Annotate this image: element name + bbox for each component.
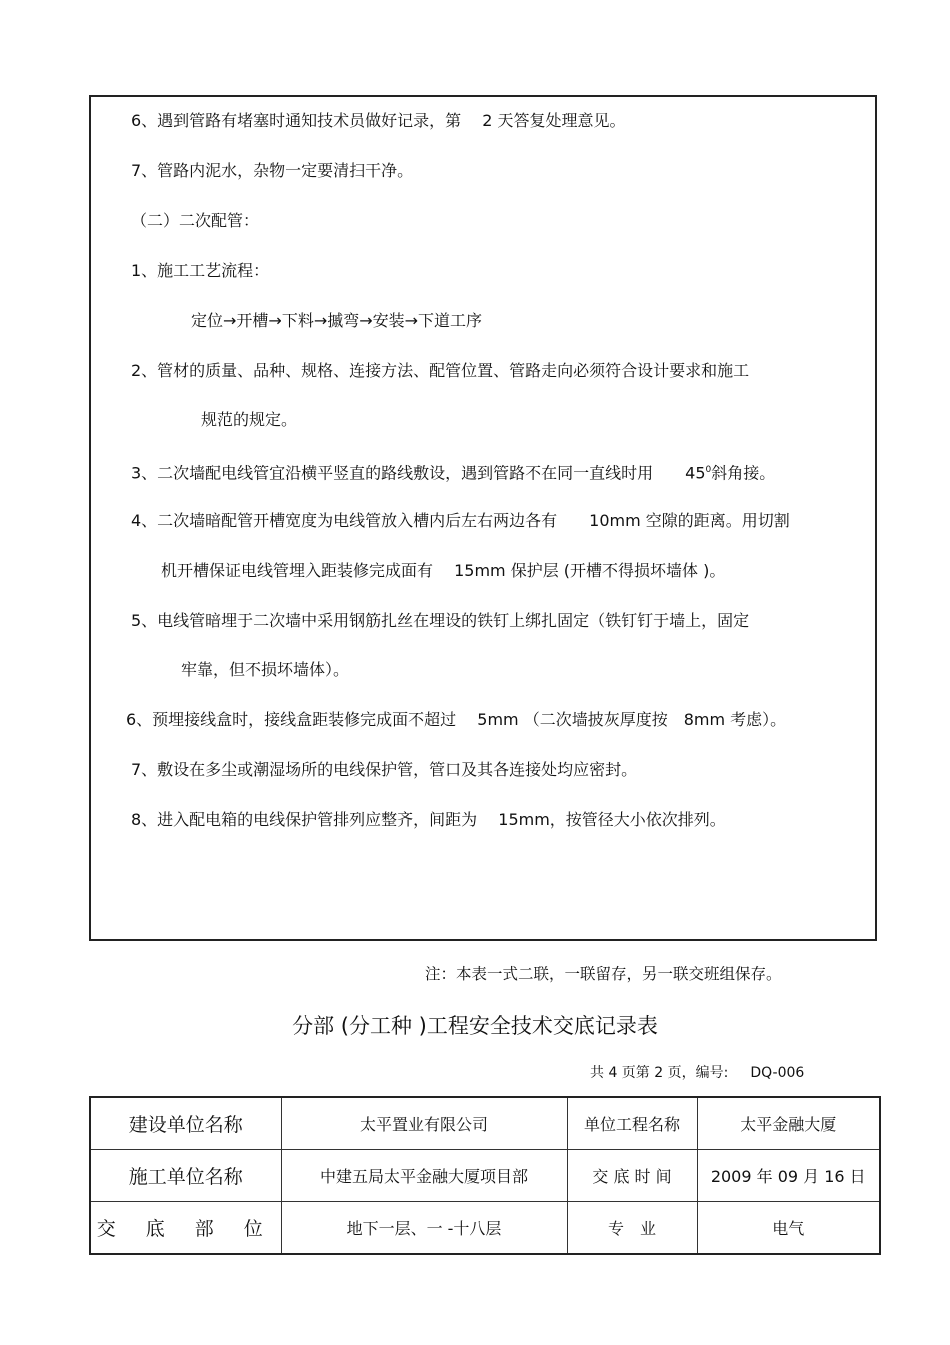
page-info <box>590 1062 804 1082</box>
content-line-2-materials: 2、管材的质量、品种、规格、连接方法、配管位置、管路走向必须符合设计要求和施工 <box>131 361 750 380</box>
table-row <box>90 1202 880 1255</box>
content-line-6-blockage: 6、遇到管路有堵塞时通知技术员做好记录，第 2 天答复处理意见。 <box>131 111 626 130</box>
degree-superscript: 0 <box>705 465 712 475</box>
section-heading-secondary-piping: （二）二次配管： <box>131 211 260 230</box>
content-line-4-slotting: 4、二次墙暗配管开槽宽度为电线管放入槽内后左右两边各有 10mm 空隙的距离。用切割 <box>131 511 790 530</box>
form-title: 分部 (分工种 )工程安全技术交底记录表 <box>292 1014 658 1038</box>
content-line-6-junction-box: 6、预埋接线盒时，接线盒距装修完成面不超过 5mm （二次墙披灰厚度按 8mm 考虑）。 <box>126 710 787 729</box>
form-code: DQ-006 <box>750 1065 805 1081</box>
value-project-name: 太平金融大厦 <box>697 1097 880 1150</box>
content-line-2-continued: 规范的规定。 <box>201 410 298 429</box>
value-construction-unit: 太平置业有限公司 <box>281 1097 567 1150</box>
process-flow: 定位→开槽→下料→摵弯→安装→下道工序 <box>191 311 483 330</box>
table-row <box>90 1097 880 1150</box>
content-line-3-routing <box>131 460 775 483</box>
content-line-8-arrangement: 8、进入配电箱的电线保护管排列应整齐，间距为 15mm，按管径大小依次排列。 <box>131 810 726 829</box>
value-briefing-time: 2009 年 09 月 16 日 <box>697 1150 880 1202</box>
angle-suffix: 斜角接。 <box>711 463 776 483</box>
table-row <box>90 1150 880 1202</box>
content-line-3-text: 3、二次墙配电线管宜沿横平竖直的路线敷设，遇到管路不在同一直线时用 45 <box>131 463 706 483</box>
content-line-5-embedding: 5、电线管暗埋于二次墙中采用钢筋扎丝在埋设的铁钉上绑扎固定（铁钉钉于墙上，固定 <box>131 611 750 630</box>
value-specialty: 电气 <box>697 1202 880 1255</box>
label-construction-unit: 建设单位名称 <box>90 1097 281 1150</box>
content-line-4-continued: 机开槽保证电线管埋入距装修完成面有 15mm 保护层 (开槽不得损坏墙体 )。 <box>161 561 726 580</box>
page-number-text: 共 4 页第 2 页，编号: <box>590 1065 729 1081</box>
content-line-7-cleaning: 7、管路内泥水，杂物一定要清扫干净。 <box>131 161 414 180</box>
label-project-name: 单位工程名称 <box>567 1097 697 1150</box>
content-line-7-sealing: 7、敷设在多尘或潮湿场所的电线保护管，管口及其各连接处均应密封。 <box>131 760 638 779</box>
record-table <box>89 1096 881 1255</box>
label-briefing-time: 交 底 时 间 <box>567 1150 697 1202</box>
content-line-5-continued: 牢靠，但不损坏墙体）。 <box>181 660 350 679</box>
label-specialty: 专 业 <box>567 1202 697 1255</box>
footnote: 注：本表一式二联，一联留存，另一联交班组保存。 <box>425 965 782 983</box>
label-briefing-location: 交 底 部 位 <box>90 1202 281 1255</box>
label-contractor: 施工单位名称 <box>90 1150 281 1202</box>
content-line-1-process: 1、施工工艺流程： <box>131 261 270 280</box>
value-contractor: 中建五局太平金融大厦项目部 <box>281 1150 567 1202</box>
value-briefing-location: 地下一层、一 -十八层 <box>281 1202 567 1255</box>
